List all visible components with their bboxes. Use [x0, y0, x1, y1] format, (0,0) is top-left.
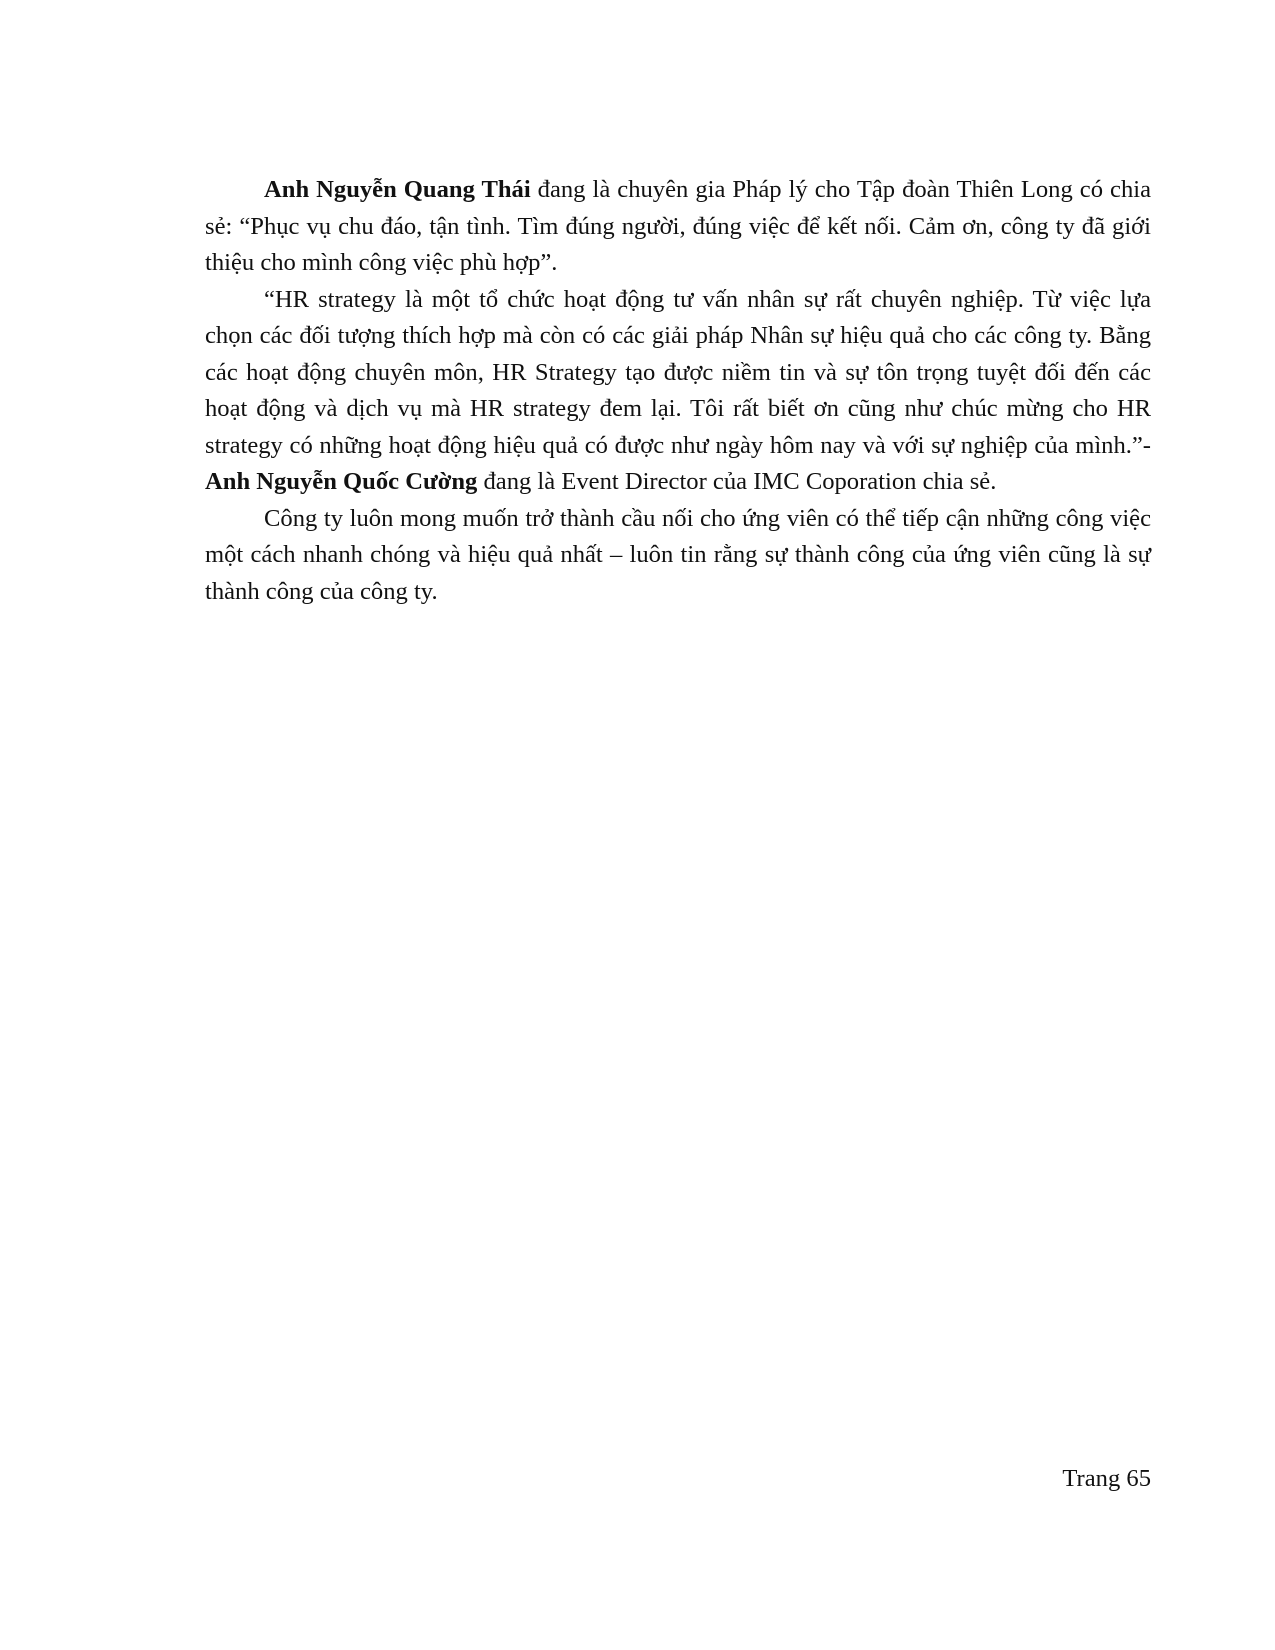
- paragraph-testimonial-cuong: [205, 282, 1151, 501]
- paragraph-text: “HR strategy là một tổ chức hoạt động tư vấn nhân sự rất chuyên nghiệp. Từ việc lựa chọn các đối tượng thích hợp mà còn có các giải pháp Nhân sự hiệu quả cho các công ty. Bằng các hoạt động chuyên môn, HR Strategy tạo được niềm tin và sự tôn trọng tuyệt đối đến các hoạt động và dịch vụ mà HR strategy đem lại. Tôi rất biết ơn cũng như chúc mừng cho HR strategy có những hoạt động hiệu quả có được như ngày hôm nay và với sự nghiệp của mình.”-: [205, 285, 1151, 459]
- person-name: Anh Nguyễn Quang Thái: [264, 176, 531, 203]
- body-text: [205, 172, 1151, 610]
- paragraph-text: đang là Event Director của IMC Coporation chia sẻ.: [477, 468, 997, 495]
- paragraph-testimonial-thai: [205, 172, 1151, 282]
- paragraph-company-mission: [205, 501, 1151, 611]
- person-name: Anh Nguyễn Quốc Cường: [205, 468, 478, 495]
- paragraph-text: đang là chuyên gia Pháp lý cho Tập đoàn Thiên Long có chia sẻ: “Phục vụ chu đáo, tận tình. Tìm đúng người, đúng việc để kết nối. Cảm ơn, công ty đã giới thiệu cho mình công việc phù hợp”.: [205, 176, 1151, 276]
- page-number: Trang 65: [1062, 1465, 1151, 1492]
- paragraph-text: Công ty luôn mong muốn trở thành cầu nối cho ứng viên có thể tiếp cận những công việc một cách nhanh chóng và hiệu quả nhất – luôn tin rằng sự thành công của ứng viên cũng là sự thành công của công ty.: [205, 504, 1151, 605]
